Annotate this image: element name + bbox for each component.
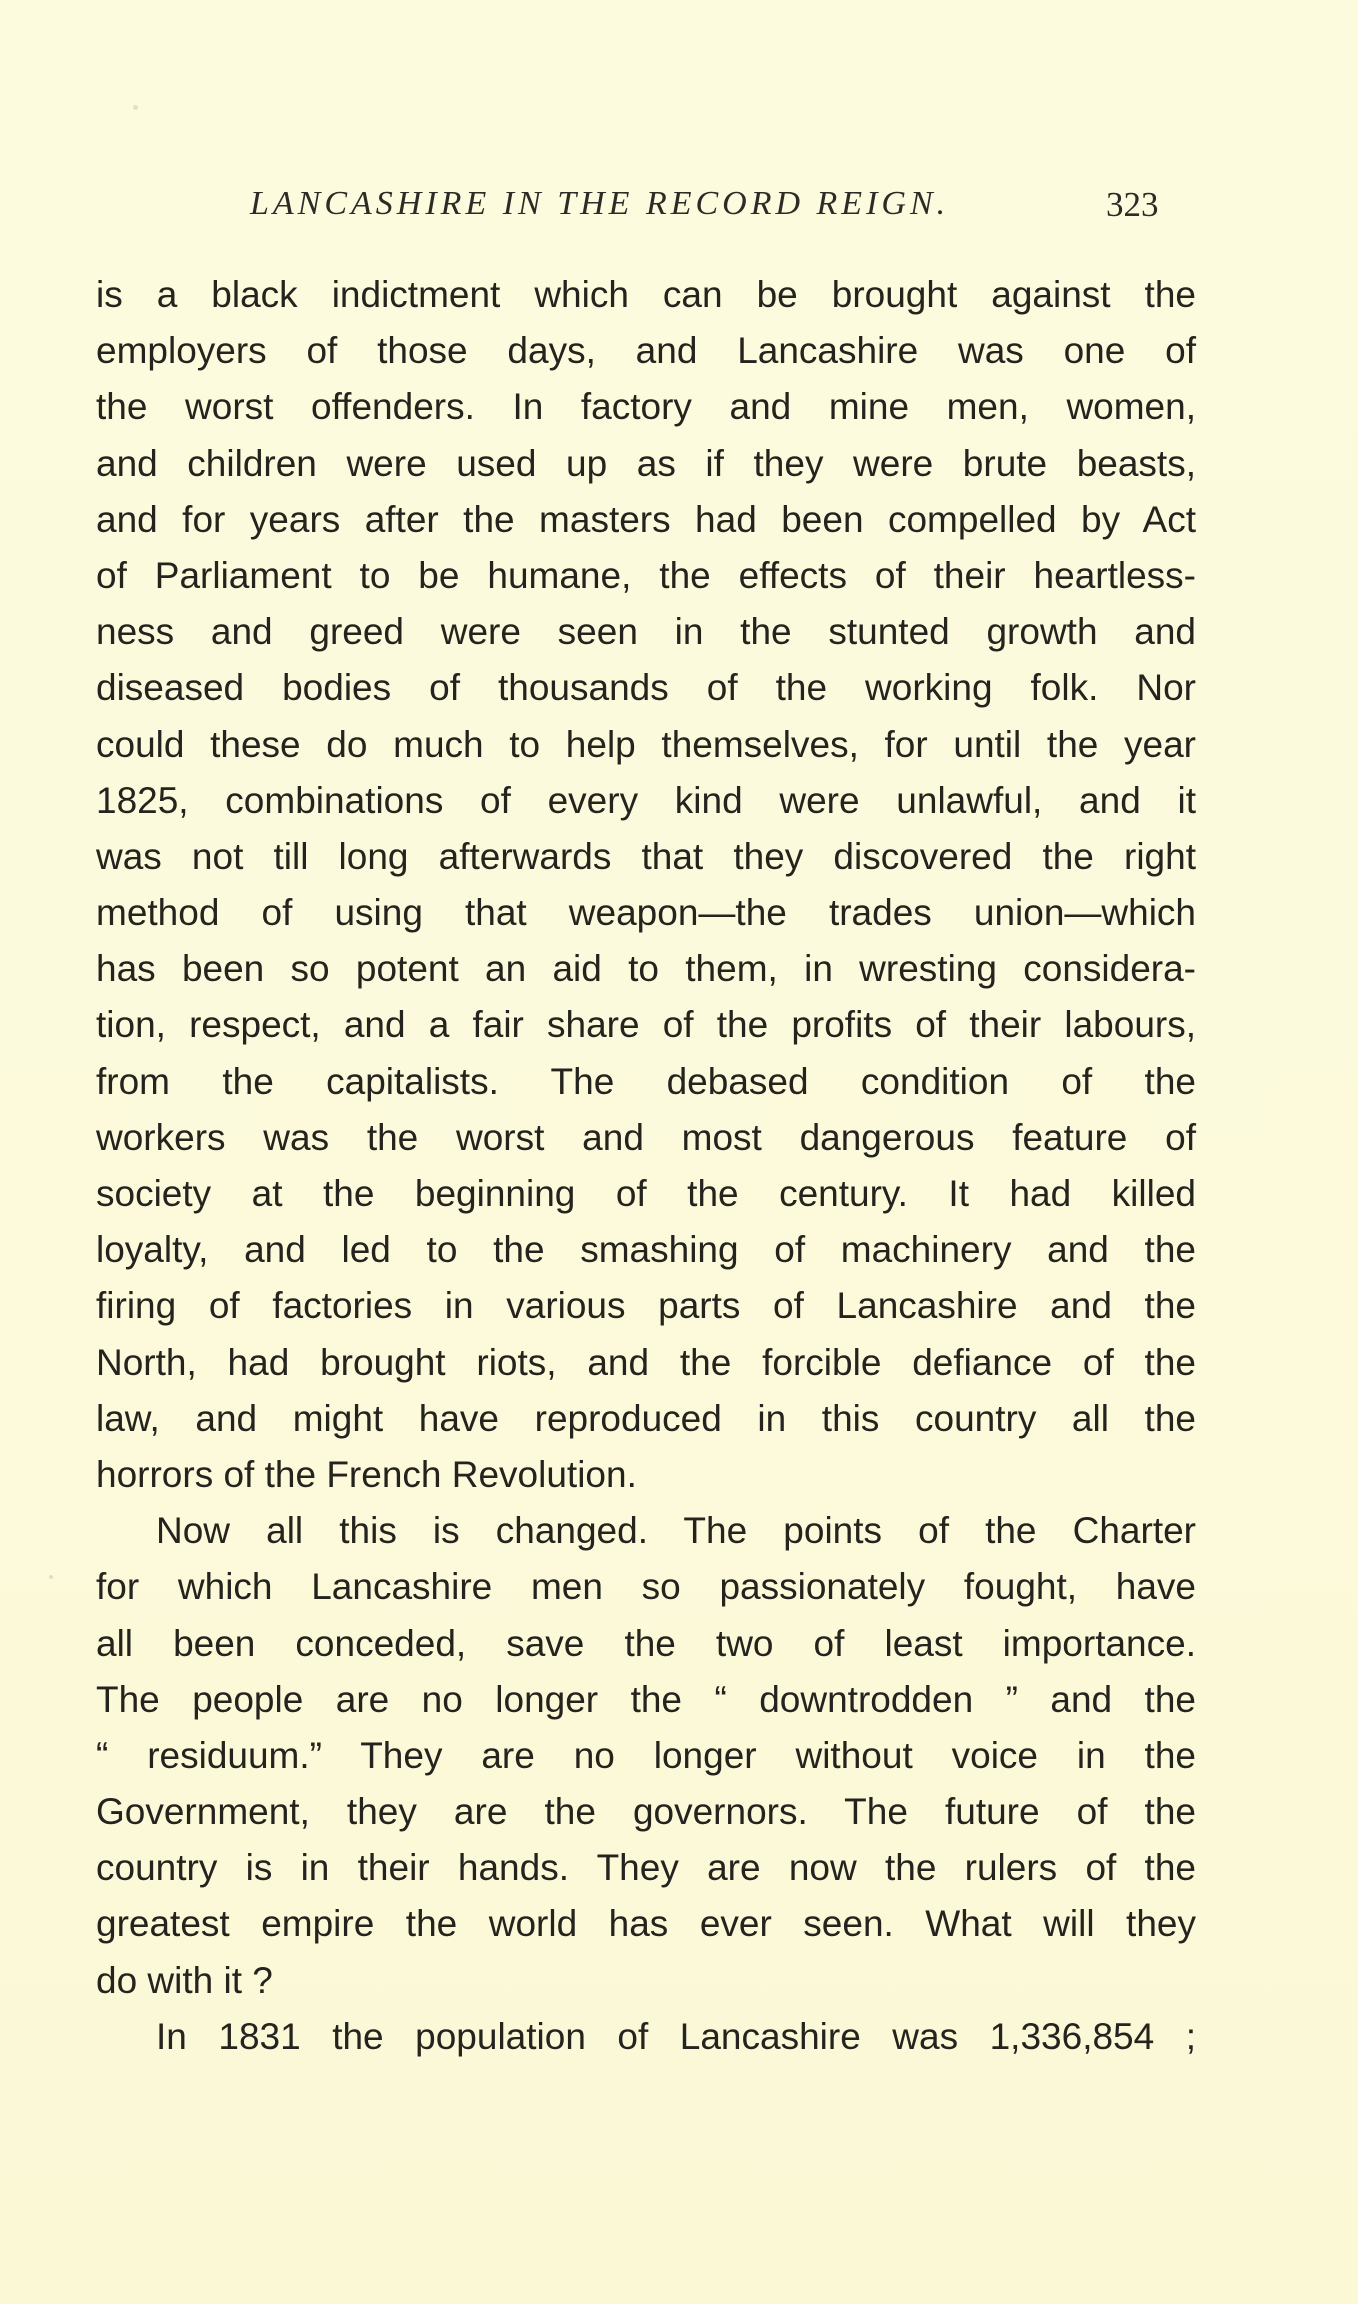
text-line: greatest empire the world has ever seen. What will they xyxy=(96,1903,1196,1945)
text-line: North, had brought riots, and the forcible defiance of the xyxy=(96,1341,1196,1383)
text-line: tion, respect, and a fair share of the profits of their labours, xyxy=(96,1004,1196,1046)
text-line: law, and might have reproduced in this country all the xyxy=(96,1397,1196,1439)
text-line: Government, they are the governors. The future of the xyxy=(96,1791,1196,1833)
text-line: “ residuum.” They are no longer without voice in the xyxy=(96,1734,1196,1776)
text-line: workers was the worst and most dangerous feature of xyxy=(96,1116,1196,1158)
text-line: for which Lancashire men so passionately fought, have xyxy=(96,1566,1196,1608)
text-line: society at the beginning of the century. It had killed xyxy=(96,1173,1196,1214)
paragraph-last-line: horrors of the French Revolution. xyxy=(96,1453,637,1495)
text-line: The people are no longer the “ downtrodden ” and the xyxy=(96,1678,1196,1720)
body-text xyxy=(96,267,1196,2065)
text-line: employers of those days, and Lancashire was one of xyxy=(96,330,1196,372)
text-line: diseased bodies of thousands of the working folk. Nor xyxy=(96,667,1196,709)
text-line: has been so potent an aid to them, in wresting considera- xyxy=(96,948,1196,990)
text-line: all been conceded, save the two of least importance. xyxy=(96,1622,1196,1664)
text-line: loyalty, and led to the smashing of machinery and the xyxy=(96,1229,1196,1271)
text-line: ness and greed were seen in the stunted growth and xyxy=(96,611,1196,653)
text-line: and children were used up as if they were brute beasts, xyxy=(96,442,1196,484)
text-line: was not till long afterwards that they discovered the right xyxy=(96,835,1196,877)
paper-speck xyxy=(133,105,138,110)
running-title: LANCASHIRE IN THE RECORD REIGN. xyxy=(250,185,950,222)
paragraph-first-line: Now all this is changed. The points of the Charter xyxy=(156,1510,1196,1552)
text-line: the worst offenders. In factory and mine men, women, xyxy=(96,386,1196,428)
paper-speck xyxy=(49,1575,53,1579)
text-line: method of using that weapon—the trades union—which xyxy=(96,892,1196,934)
paragraph-first-line: In 1831 the population of Lancashire was 1,336,854 ; xyxy=(156,2015,1196,2057)
text-line: country is in their hands. They are now the rulers of the xyxy=(96,1847,1196,1889)
running-head xyxy=(96,185,1176,235)
text-line: could these do much to help themselves, for until the year xyxy=(96,723,1196,765)
text-line: 1825, combinations of every kind were unlawful, and it xyxy=(96,779,1196,821)
text-line: of Parliament to be humane, the effects of their heartless- xyxy=(96,554,1196,596)
page-number: 323 xyxy=(1106,185,1159,224)
text-line: firing of factories in various parts of Lancashire and the xyxy=(96,1285,1196,1327)
text-line: from the capitalists. The debased condition of the xyxy=(96,1060,1196,1102)
paragraph-last-line: do with it ? xyxy=(96,1959,273,2001)
text-line: is a black indictment which can be brought against the xyxy=(96,274,1196,315)
text-line: and for years after the masters had been compelled by Act xyxy=(96,498,1196,540)
